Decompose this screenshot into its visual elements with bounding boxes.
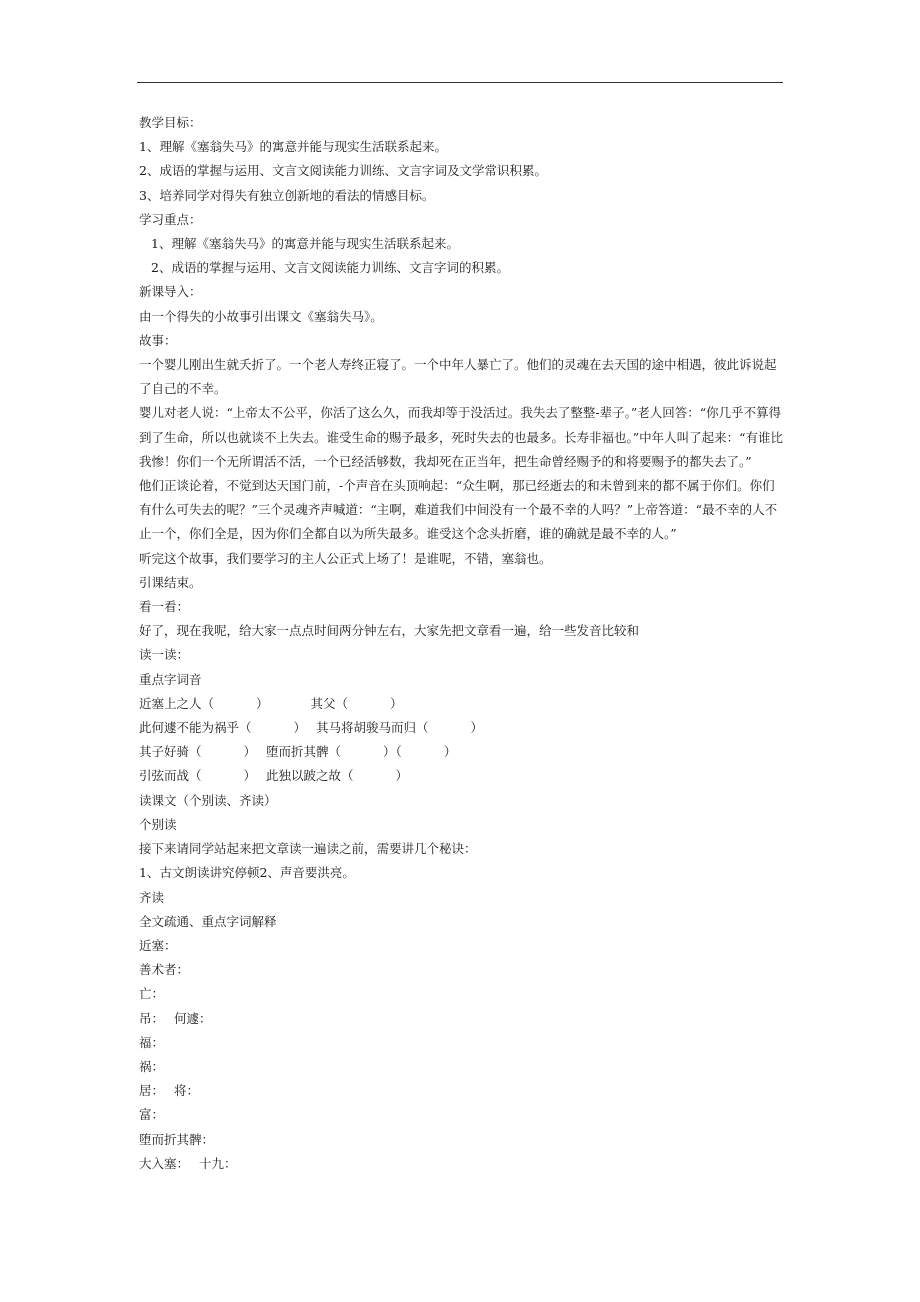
- objective-item-1: 1、理解《塞翁失马》的寓意并能与现实生活联系起来。: [139, 139, 447, 155]
- pronunciation-prompt: 此何遽不能为祸乎（: [139, 720, 252, 736]
- read-heading: 读一读：: [139, 647, 190, 663]
- objective-item-3: 3、培养同学对得失有独立创新地的看法的情感目标。: [139, 187, 435, 203]
- reading-tips: 1、古文朗读讲究停顿2、声音要洪亮。: [139, 865, 355, 881]
- glossary-term: 将：: [174, 1083, 200, 1099]
- pronunciation-row-2: [139, 716, 787, 740]
- pronunciation-prompt: 其父（: [310, 695, 349, 711]
- pronunciation-close: ）: [390, 695, 403, 711]
- pronunciation-mid: ）（: [383, 744, 402, 760]
- story-paragraph-3: 他们正谈论着，不觉到达天国门前，-个声音在头顶响起：“众生啊，那已经逝去的和未曾到来的都不属于你们。你们有什么可失去的呢？”三个灵魂齐声喊道：“主啊，难道我们中间没有一个最不幸的人吗？”上帝答道：“最不幸的人不止一个，你们全是，因为你们全都自以为所失最多。谁受这个念头折磨，谁的确就是最不幸的人。”: [139, 478, 778, 542]
- story-paragraph-1: 一个婴儿刚出生就夭折了。一个老人寿终正寝了。一个中年人暴亡了。他们的灵魂在去天国的途中相遇，彼此诉说起了自己的不幸。: [139, 357, 777, 397]
- look-text: 好了，现在我呢，给大家一点点时间两分钟左右，大家先把文章看一遍，给一些发音比较和: [139, 623, 640, 639]
- key-point-item-1: 1、理解《塞翁失马》的寓意并能与现实生活联系起来。: [151, 236, 459, 252]
- glossary-term: 祸：: [139, 1058, 165, 1074]
- glossary-term: 居：: [139, 1083, 165, 1099]
- key-point-item-2: 2、成语的掌握与运用、文言文阅读能力训练、文言字词的积累。: [151, 260, 509, 276]
- glossary-term: 十九：: [199, 1155, 237, 1171]
- intro-heading: 新课导入：: [139, 284, 202, 300]
- glossary-term: 福：: [139, 1034, 165, 1050]
- story-paragraph-4: 听完这个故事，我们要学习的主人公正式上场了！是谁呢，不错，塞翁也。: [139, 550, 552, 566]
- pronunciation-close: ）: [293, 720, 307, 736]
- glossary-term: 何遽：: [174, 1010, 212, 1026]
- objective-item-2: 2、成语的掌握与运用、文言文阅读能力训练、文言字词及文学常识积累。: [139, 163, 547, 179]
- story-paragraph-2: 婴儿对老人说：“上帝太不公平，你活了这么久，而我却等于没活过。我失去了整整-辈子。”老人回答：“你几乎不算得到了生命，所以也就谈不上失去。谁受生命的赐予最多，死时失去的也最多。长寿非福也。”中年人叫了起来：“有谁比我惨！你们一个无所谓活不活，一个已经活够数，我却死在正当年，把生命曾经赐予的和将要赐予的都失去了。”: [139, 405, 784, 469]
- pronunciation-close: ）: [243, 768, 257, 784]
- pronunciation-close: ）: [443, 744, 457, 760]
- pronunciation-row-1: [139, 692, 787, 716]
- intro-text: 由一个得失的小故事引出课文《塞翁失马》。: [139, 308, 383, 324]
- glossary-term: 亡：: [139, 986, 165, 1002]
- pronunciation-close: ）: [395, 768, 409, 784]
- pronunciation-prompt: 堕而折其髀（: [266, 744, 342, 760]
- individual-reading: 个别读: [139, 816, 177, 832]
- glossary-term: 吊：: [139, 1010, 165, 1026]
- reading-tip-intro: 接下来请同学站起来把文章读一遍读之前，需要讲几个秘诀：: [139, 841, 477, 857]
- glossary-term: 堕而折其髀：: [139, 1131, 215, 1147]
- pronunciation-row-4: [139, 764, 787, 788]
- header-rule: [137, 82, 783, 83]
- group-reading: 齐读: [139, 889, 165, 905]
- glossary-term-row: [139, 1007, 787, 1031]
- pronunciation-close: ）: [256, 695, 269, 711]
- pronunciation-prompt: 其马将胡骏马而归（: [316, 720, 429, 736]
- pronunciation-close: ）: [243, 744, 257, 760]
- pronunciation-close: ）: [470, 720, 484, 736]
- pronunciation-prompt: 此独以跛之故（: [266, 768, 354, 784]
- lesson-plan-document: [139, 111, 787, 1176]
- story-heading: 故事：: [139, 332, 177, 348]
- glossary-term: 近塞：: [139, 937, 177, 953]
- read-subheading: 重点字词音: [139, 671, 202, 687]
- glossary-term: 大入塞：: [139, 1155, 190, 1171]
- pronunciation-prompt: 引弦而战（: [139, 768, 202, 784]
- pronunciation-prompt: 近塞上之人（: [139, 695, 215, 711]
- objectives-heading: 教学目标：: [139, 115, 202, 130]
- glossary-term-row: [139, 1152, 787, 1176]
- glossary-heading: 全文疏通、重点字词解释: [139, 913, 277, 929]
- look-heading: 看一看：: [139, 599, 190, 615]
- glossary-term-row: [139, 1079, 787, 1103]
- story-closing: 引课结束。: [139, 574, 202, 590]
- pronunciation-prompt: 其子好骑（: [139, 744, 202, 760]
- glossary-term: 富：: [139, 1107, 165, 1123]
- reading-text-heading: 读课文（个别读、齐读）: [139, 792, 277, 808]
- pronunciation-row-3: [139, 740, 787, 764]
- glossary-term: 善术者：: [139, 962, 190, 978]
- key-points-heading: 学习重点：: [139, 211, 202, 227]
